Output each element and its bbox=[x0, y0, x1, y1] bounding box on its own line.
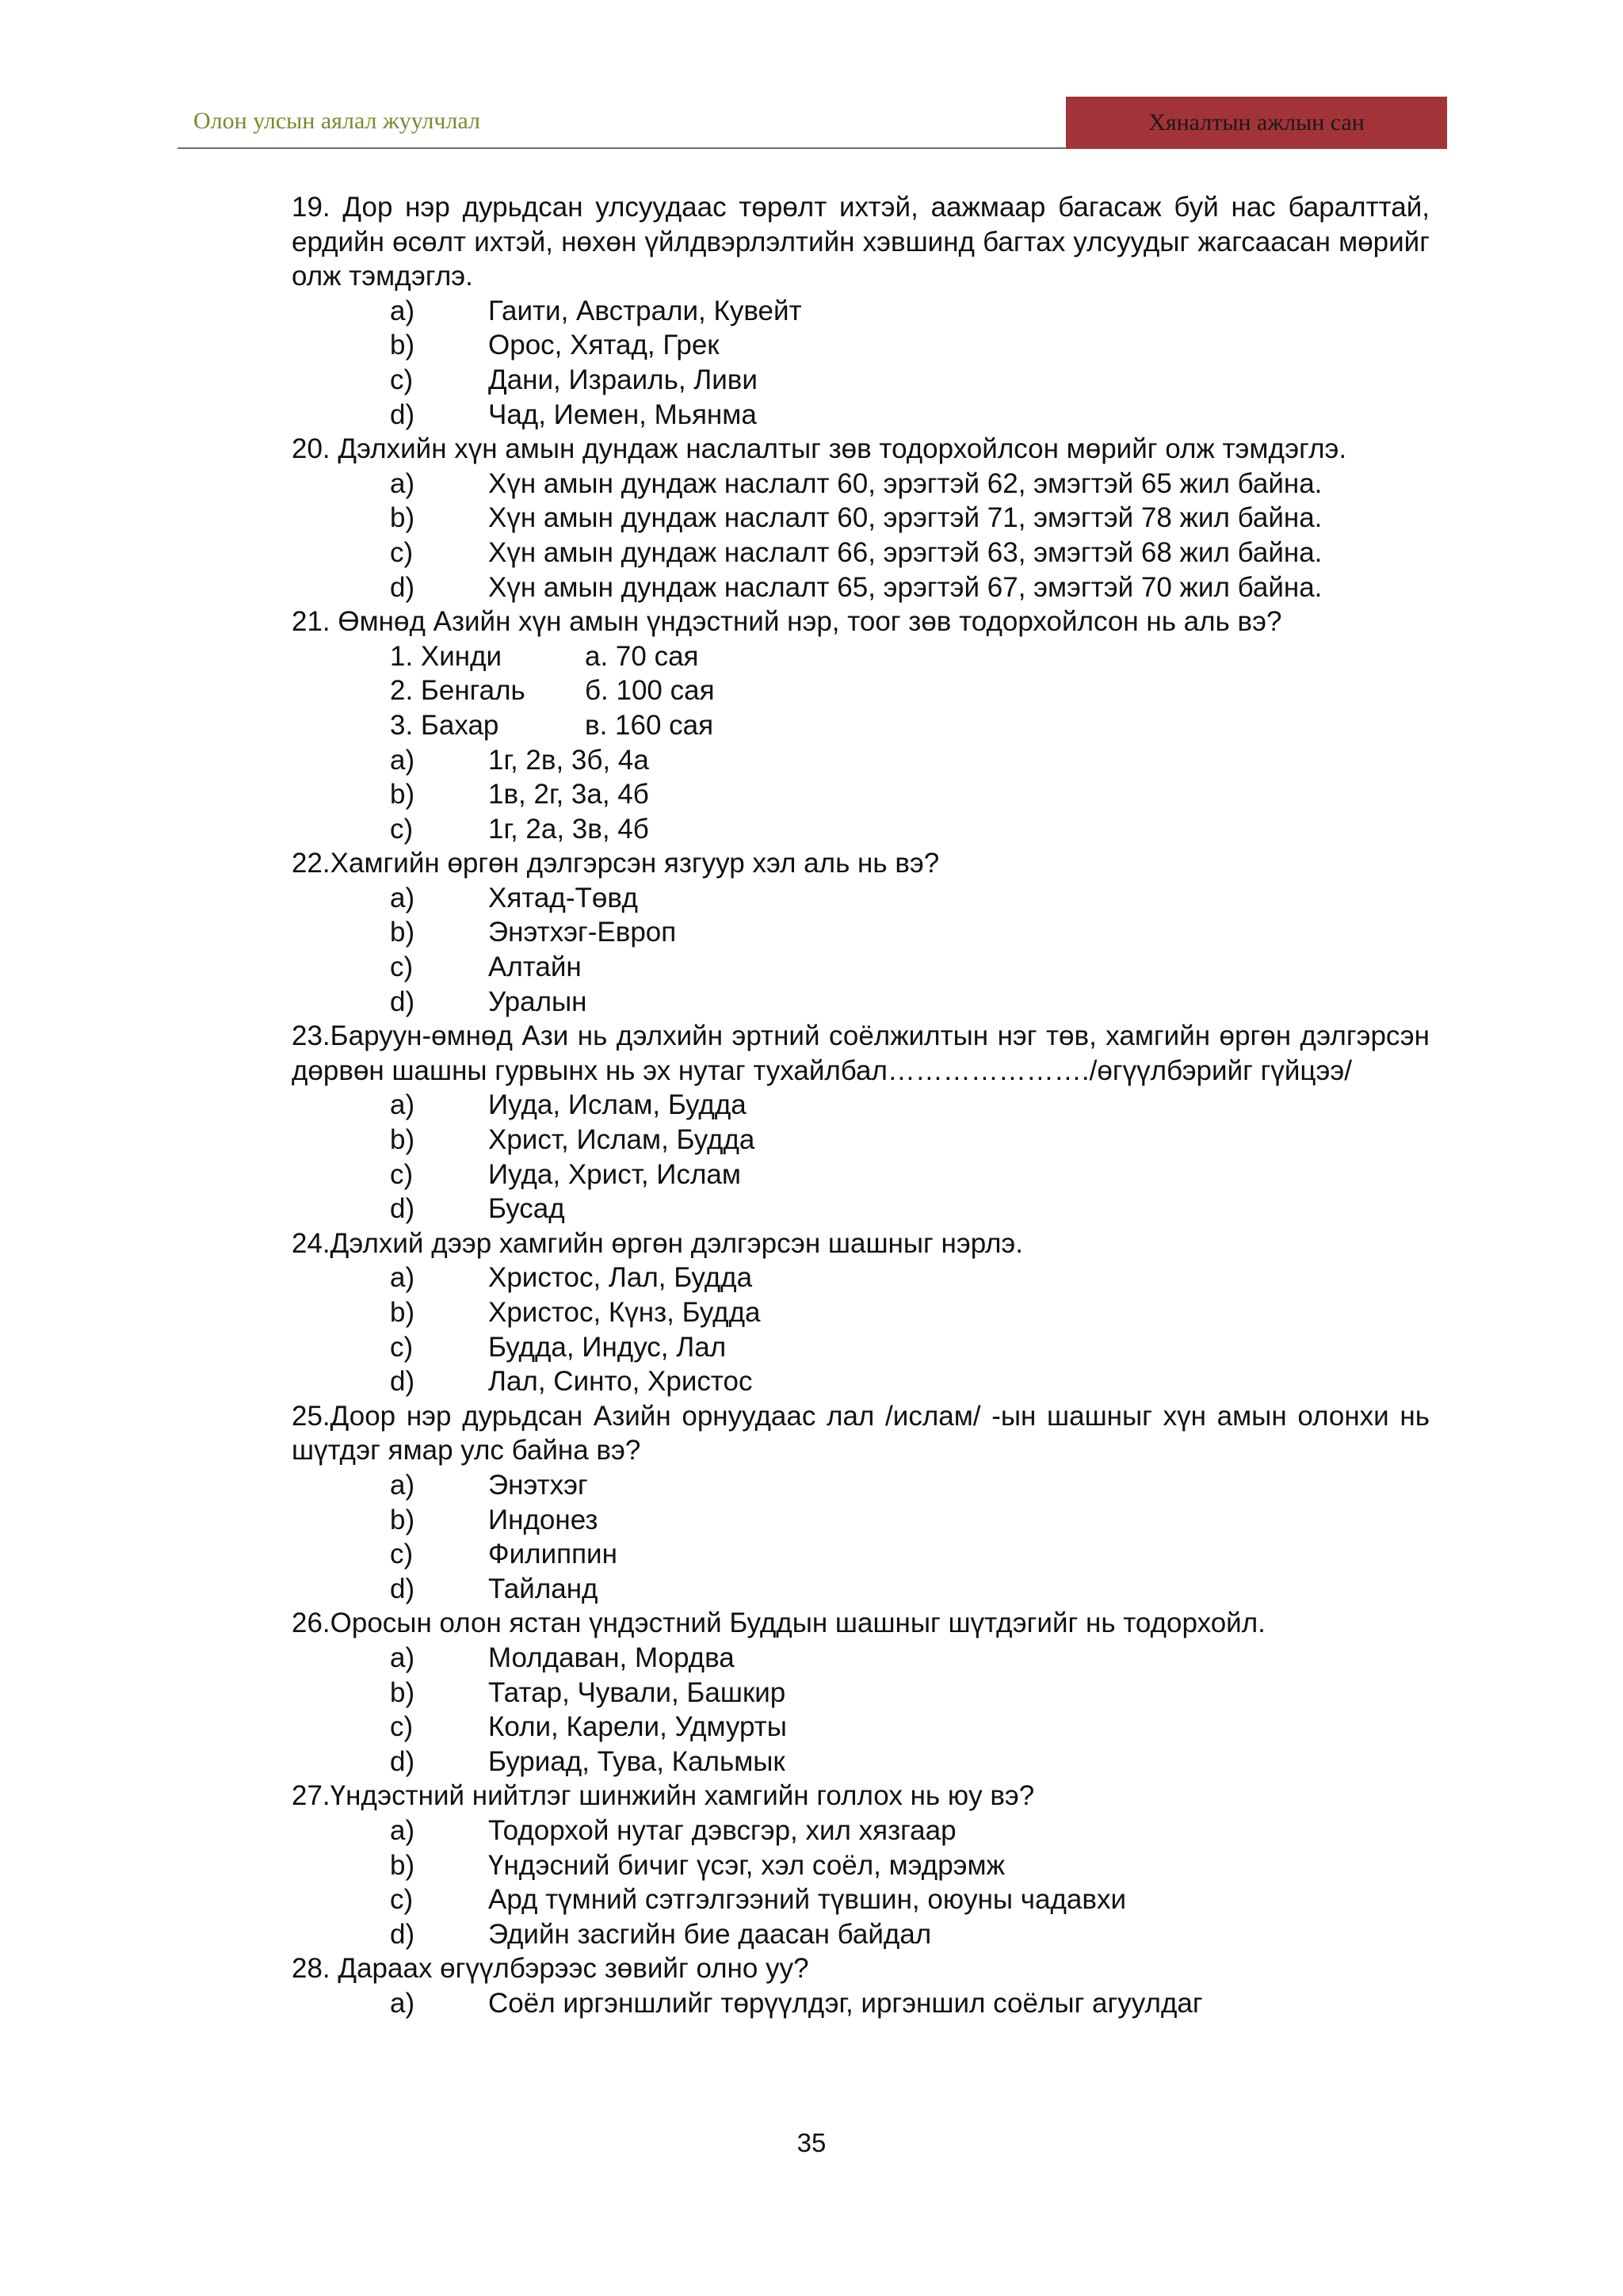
option-text: Будда, Индус, Лал bbox=[488, 1331, 727, 1363]
option-text: Индонез bbox=[488, 1504, 598, 1535]
answer-option bbox=[292, 1364, 1430, 1399]
option-text: Иуда, Ислам, Будда bbox=[488, 1089, 747, 1121]
answer-option bbox=[292, 950, 1430, 985]
option-text: Ард түмний сэтгэлгээний түвшин, оюуны чадавхи bbox=[488, 1884, 1127, 1916]
answer-option bbox=[292, 915, 1430, 950]
option-letter: a) bbox=[390, 295, 415, 326]
option-letter: a) bbox=[390, 1642, 415, 1673]
option-letter: c) bbox=[390, 364, 414, 395]
option-letter: d) bbox=[390, 1366, 415, 1398]
match-pair-left: 3. Бахар bbox=[390, 709, 499, 741]
answer-option bbox=[292, 1088, 1430, 1123]
option-text: Бусад bbox=[488, 1193, 565, 1225]
option-text: Иуда, Христ, Ислам bbox=[488, 1158, 741, 1190]
option-text: Молдаван, Мордва bbox=[488, 1642, 735, 1673]
option-letter: a) bbox=[390, 1814, 415, 1846]
answer-option bbox=[292, 777, 1430, 812]
answer-option bbox=[292, 1158, 1430, 1192]
answer-option bbox=[292, 1848, 1430, 1883]
answer-option bbox=[292, 1986, 1430, 2021]
answer-option bbox=[292, 1330, 1430, 1365]
question-text: 20. Дэлхийн хүн амын дундаж наслалтыг зөв тодорхойлсон мөрийг олж тэмдэглэ. bbox=[292, 433, 1347, 465]
match-pair-left: 1. Хинди bbox=[390, 640, 502, 672]
option-text: Хүн амын дундаж наслалт 60, эрэгтэй 62, эмэгтэй 65 жил байна. bbox=[488, 467, 1323, 499]
option-text: Тодорхой нутаг дэвсгэр, хил хязгаар bbox=[488, 1814, 957, 1846]
answer-option bbox=[292, 1468, 1430, 1503]
option-text: Хүн амын дундаж наслалт 60, эрэгтэй 71, эмэгтэй 78 жил байна. bbox=[488, 502, 1323, 534]
answer-option bbox=[292, 363, 1430, 398]
option-letter: c) bbox=[390, 1884, 414, 1916]
match-pair bbox=[292, 639, 1430, 674]
question-text: 24.Дэлхий дээр хамгийн өргөн дэлгэрсэн шашныг нэрлэ. bbox=[292, 1227, 1023, 1259]
option-letter: a) bbox=[390, 1987, 415, 2019]
option-text: Хятад-Төвд bbox=[488, 882, 638, 913]
option-text: Үндэсний бичиг үсэг, хэл соёл, мэдрэмж bbox=[488, 1849, 1005, 1881]
option-letter: a) bbox=[390, 744, 415, 776]
answer-option bbox=[292, 812, 1430, 847]
option-letter: d) bbox=[390, 1573, 415, 1604]
option-text: Тайланд bbox=[488, 1573, 598, 1604]
answer-option bbox=[292, 294, 1430, 329]
answer-option bbox=[292, 1572, 1430, 1607]
option-letter: a) bbox=[390, 1262, 415, 1294]
answer-option bbox=[292, 1814, 1430, 1848]
option-letter: a) bbox=[390, 882, 415, 913]
option-letter: c) bbox=[390, 952, 414, 983]
question-text: 27.Үндэстний нийтлэг шинжийн хамгийн голлох нь юу вэ? bbox=[292, 1780, 1035, 1812]
option-letter: b) bbox=[390, 502, 415, 534]
option-text: Эдийн засгийн бие даасан байдал bbox=[488, 1918, 932, 1950]
option-letter: c) bbox=[390, 536, 414, 568]
option-text: Гаити, Австрали, Кувейт bbox=[488, 295, 802, 326]
option-text: Энэтхэг bbox=[488, 1469, 588, 1501]
answer-option bbox=[292, 467, 1430, 502]
option-text: Чад, Иемен, Мьянма bbox=[488, 399, 757, 430]
answer-option bbox=[292, 1123, 1430, 1158]
question-block bbox=[292, 1779, 1430, 1951]
option-text: Дани, Израиль, Ливи bbox=[488, 364, 758, 395]
option-text: Филиппин bbox=[488, 1539, 617, 1570]
question-block bbox=[292, 1226, 1430, 1399]
option-text: Уралын bbox=[488, 986, 587, 1017]
answer-option bbox=[292, 570, 1430, 605]
question-block bbox=[292, 1951, 1430, 2020]
option-text: Коли, Карели, Удмурты bbox=[488, 1711, 787, 1743]
question-block bbox=[292, 432, 1430, 605]
answer-option bbox=[292, 501, 1430, 536]
option-text: Буриад, Тува, Кальмык bbox=[488, 1745, 785, 1777]
answer-option bbox=[292, 1882, 1430, 1917]
answer-option bbox=[292, 743, 1430, 778]
option-text: Энэтхэг-Европ bbox=[488, 917, 677, 948]
answer-option bbox=[292, 398, 1430, 433]
question-block bbox=[292, 605, 1430, 846]
answer-option bbox=[292, 1503, 1430, 1538]
match-pair-right: б. 100 сая bbox=[585, 675, 715, 707]
answer-option bbox=[292, 1192, 1430, 1226]
answer-option bbox=[292, 1261, 1430, 1295]
answer-option bbox=[292, 536, 1430, 570]
option-text: Соёл иргэншлийг төрүүлдэг, иргэншил соёлыг агуулдаг bbox=[488, 1987, 1203, 2019]
option-letter: b) bbox=[390, 330, 415, 361]
question-text: 19. Дор нэр дурьдсан улсуудаас төрөлт ихтэй, аажмаар багасаж буй нас баралттай, ердийн өсөлт ихтэй, нөхөн үйлдвэрлэлтийн хэвшинд багтах улсуудыг жагсаасан мөрийг олж тэмдэглэ. bbox=[292, 192, 1430, 292]
question-text: 23.Баруун-өмнөд Ази нь дэлхийн эртний соёлжилтын нэг төв, хамгийн өргөн дэлгэрсэн дөрвөн шашны гурвынх нь эх нутаг тухайлбал…………………./өгүүлбэрийг гүйцээ/ bbox=[292, 1020, 1430, 1086]
option-letter: c) bbox=[390, 1711, 414, 1743]
header-rule bbox=[178, 147, 1067, 149]
answer-option bbox=[292, 1917, 1430, 1952]
question-text: 28. Дараах өгүүлбэрээс зөвийг олно уу? bbox=[292, 1953, 809, 1985]
option-letter: b) bbox=[390, 1297, 415, 1328]
option-letter: b) bbox=[390, 917, 415, 948]
option-letter: d) bbox=[390, 399, 415, 430]
option-text: 1г, 2а, 3в, 4б bbox=[488, 813, 649, 845]
option-text: Христос, Лал, Будда bbox=[488, 1262, 753, 1294]
header-right-title: Хяналтын ажлын сан bbox=[1066, 97, 1447, 149]
option-letter: b) bbox=[390, 1849, 415, 1881]
option-text: Христос, Күнз, Будда bbox=[488, 1297, 761, 1328]
option-text: Хүн амын дундаж наслалт 66, эрэгтэй 63, эмэгтэй 68 жил байна. bbox=[488, 536, 1323, 568]
match-pair-left: 2. Бенгаль bbox=[390, 675, 525, 707]
option-letter: a) bbox=[390, 467, 415, 499]
answer-option bbox=[292, 1641, 1430, 1676]
option-letter: d) bbox=[390, 986, 415, 1017]
question-text: 22.Хамгийн өргөн дэлгэрсэн язгуур хэл аль нь вэ? bbox=[292, 848, 940, 879]
option-letter: a) bbox=[390, 1089, 415, 1121]
question-block bbox=[292, 1606, 1430, 1779]
question-text: 21. Өмнөд Азийн хүн амын үндэстний нэр, тоог зөв тодорхойлсон нь аль вэ? bbox=[292, 606, 1282, 638]
option-letter: d) bbox=[390, 571, 415, 603]
answer-option bbox=[292, 985, 1430, 1020]
answer-option bbox=[292, 1295, 1430, 1330]
question-block bbox=[292, 1019, 1430, 1226]
page-header bbox=[178, 97, 1447, 151]
question-text: 25.Доор нэр дурьдсан Азийн орнуудаас лал /ислам/ -ын шашныг хүн амын олонхи нь шүтдэг ямар улс байна вэ? bbox=[292, 1400, 1430, 1466]
match-pair-right: в. 160 сая bbox=[585, 709, 714, 741]
question-list bbox=[292, 190, 1430, 2020]
option-letter: d) bbox=[390, 1745, 415, 1777]
option-text: Лал, Синто, Христос bbox=[488, 1366, 753, 1398]
option-letter: c) bbox=[390, 813, 414, 845]
answer-option bbox=[292, 328, 1430, 363]
option-text: Орос, Хятад, Грек bbox=[488, 330, 720, 361]
option-text: Христ, Ислам, Будда bbox=[488, 1124, 755, 1156]
answer-option bbox=[292, 1745, 1430, 1779]
answer-option bbox=[292, 1710, 1430, 1745]
option-letter: b) bbox=[390, 1504, 415, 1535]
question-block bbox=[292, 1399, 1430, 1607]
answer-option bbox=[292, 1676, 1430, 1711]
option-text: Татар, Чували, Башкир bbox=[488, 1676, 786, 1708]
option-letter: c) bbox=[390, 1539, 414, 1570]
answer-option bbox=[292, 1537, 1430, 1572]
question-block bbox=[292, 846, 1430, 1019]
page-number: 35 bbox=[796, 2128, 827, 2157]
option-text: Хүн амын дундаж наслалт 65, эрэгтэй 67, эмэгтэй 70 жил байна. bbox=[488, 571, 1323, 603]
option-letter: b) bbox=[390, 1124, 415, 1156]
option-letter: d) bbox=[390, 1193, 415, 1225]
header-left-title: Олон улсын аялал жуулчлал bbox=[193, 108, 480, 134]
option-letter: b) bbox=[390, 779, 415, 810]
option-letter: c) bbox=[390, 1331, 414, 1363]
option-text: 1в, 2г, 3а, 4б bbox=[488, 779, 649, 810]
option-letter: a) bbox=[390, 1469, 415, 1501]
match-pair-right: а. 70 сая bbox=[585, 640, 699, 672]
match-pair bbox=[292, 673, 1430, 708]
option-letter: c) bbox=[390, 1158, 414, 1190]
question-block bbox=[292, 190, 1430, 432]
option-text: 1г, 2в, 3б, 4а bbox=[488, 744, 649, 776]
option-text: Алтайн bbox=[488, 952, 582, 983]
match-pair bbox=[292, 708, 1430, 743]
option-letter: b) bbox=[390, 1676, 415, 1708]
option-letter: d) bbox=[390, 1918, 415, 1950]
question-text: 26.Оросын олон ястан үндэстний Буддын шашныг шүтдэгийг нь тодорхойл. bbox=[292, 1608, 1266, 1639]
answer-option bbox=[292, 881, 1430, 916]
